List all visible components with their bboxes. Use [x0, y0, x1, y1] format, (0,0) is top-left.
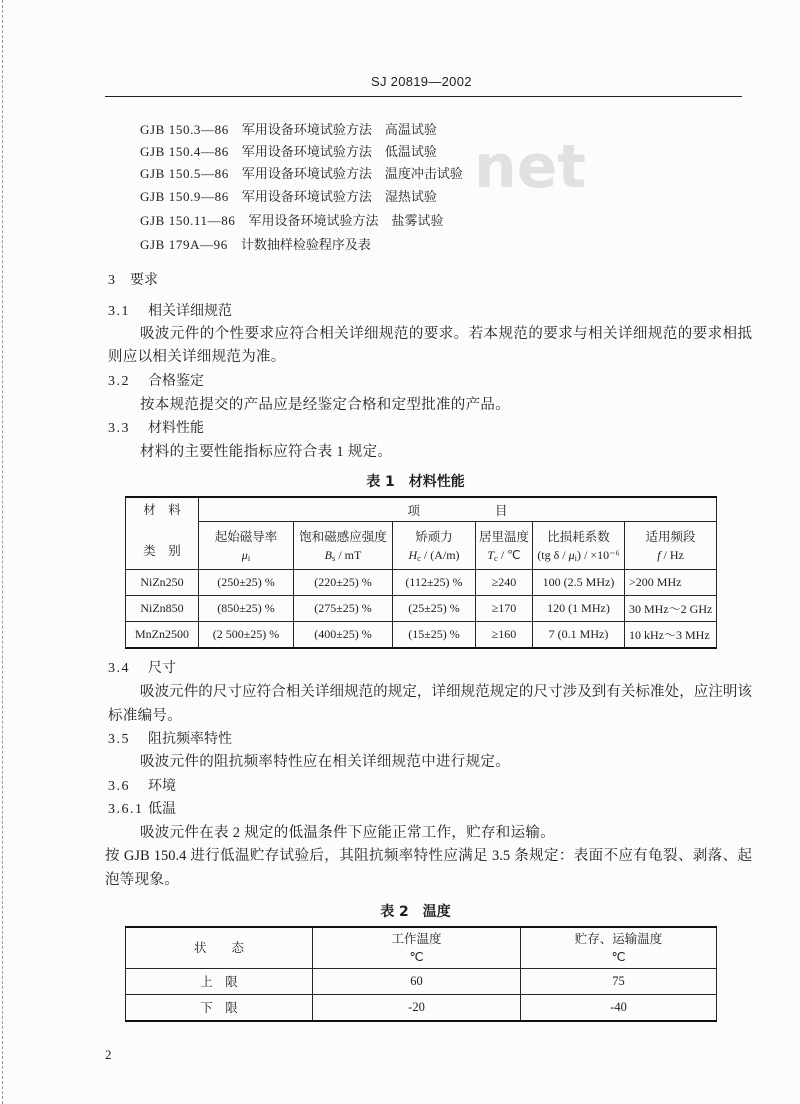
reference-code: GJB 179A—96	[140, 237, 228, 252]
paragraph-line: 泡等现象。	[105, 872, 179, 888]
paragraph-line: 吸波元件在表 2 规定的低温条件下应能正常工作，贮存和运输。	[140, 825, 555, 841]
section-title: 尺寸	[148, 660, 176, 676]
reference-code: GJB 150.11—86	[140, 213, 236, 228]
reference-subject: 湿热试验	[384, 189, 437, 204]
reference-item	[140, 188, 437, 206]
column-name: 贮存、运输温度	[574, 931, 663, 946]
table-cell: (112±25) %	[393, 570, 476, 596]
section-number: 3.6	[108, 779, 130, 794]
section-title: 阻抗频率特性	[148, 731, 232, 747]
reference-title: 军用设备环境试验方法	[241, 122, 372, 137]
paragraph-line: 按本规范提交的产品应是经鉴定合格和定型批准的产品。	[140, 397, 510, 413]
reference-subject: 温度冲击试验	[384, 166, 463, 181]
section-title: 环境	[148, 778, 176, 794]
table-row	[126, 570, 717, 596]
column-unit: $H_c / (A/m)$	[408, 547, 460, 563]
table-caption: 表 2 温度	[380, 904, 451, 920]
section-number: 3.2	[108, 374, 130, 389]
reference-item	[140, 121, 437, 139]
table-cell: (275±25) %	[294, 596, 393, 622]
column-name: 饱和磁感应强度	[299, 529, 387, 544]
reference-subject: 高温试验	[384, 122, 437, 137]
material-cell: NiZn850	[126, 596, 199, 622]
table-cell: ≥240	[476, 570, 533, 596]
column-header	[521, 927, 717, 968]
material-cell: NiZn250	[126, 570, 199, 596]
paragraph-line: 吸波元件的阻抗频率特性应在相关详细规范中进行规定。	[140, 754, 510, 770]
paragraph-line: 标准编号。	[108, 708, 182, 724]
column-unit: $B_s$ / mT	[324, 547, 362, 563]
reference-code: GJB 150.3—86	[140, 122, 229, 137]
corner-label-top: 材 料	[143, 503, 181, 517]
table-row	[126, 968, 717, 994]
reference-item	[140, 165, 463, 183]
column-name: 比损耗系数	[547, 529, 610, 544]
reference-title: 军用设备环境试验方法	[241, 189, 372, 204]
column-unit: $T_c$ / ℃	[487, 547, 521, 563]
column-name: 状 态	[193, 940, 244, 955]
table-cell: (15±25) %	[393, 622, 476, 648]
section-title: 相关详细规范	[148, 303, 232, 319]
table-cell: (25±25) %	[393, 596, 476, 622]
paragraph-line: 吸波元件的个性要求应符合相关详细规范的要求。若本规范的要求与相关详细规范的要求相抵	[140, 326, 752, 342]
scan-edge-mark	[2, 0, 3, 1104]
column-name: 起始磁导率	[214, 529, 278, 544]
paragraph-line: 则应以相关详细规范为准。	[108, 349, 286, 365]
section-number: 3.4	[108, 661, 130, 676]
section-heading	[108, 418, 204, 439]
section-heading	[108, 729, 232, 750]
table-row	[126, 622, 717, 648]
column-name: 矫顽力	[415, 529, 453, 544]
section-heading	[108, 799, 176, 820]
table-cell: 30 MHz～2 GHz	[625, 596, 717, 622]
table-cell: 100 (2.5 MHz)	[533, 570, 625, 596]
section-title: 材料性能	[148, 420, 204, 436]
table-header-row	[126, 497, 717, 522]
column-unit: (tg $\delta / \mu_i) / \times 10^{-6}$	[537, 547, 620, 563]
table-caption: 表 1 材料性能	[366, 474, 465, 490]
reference-item	[140, 143, 437, 161]
table-cell: >200 MHz	[625, 570, 717, 596]
state-cell: 下 限	[126, 994, 313, 1021]
reference-subject: 盐雾试验	[391, 213, 444, 228]
section-title: 合格鉴定	[148, 373, 204, 389]
section-title: 低温	[148, 801, 176, 817]
reference-code: GJB 150.4—86	[140, 144, 229, 159]
table-cell: ≥170	[476, 596, 533, 622]
material-category-header	[126, 497, 199, 570]
section-number: 3.5	[108, 732, 130, 747]
reference-subject: 低温试验	[384, 144, 437, 159]
section-heading	[108, 270, 158, 291]
section-number: 3.6.1	[108, 802, 144, 817]
column-header	[476, 522, 533, 570]
paragraph-line: 按 GJB 150.4 进行低温贮存试验后，其阻抗频率特性应满足 3.5 条规定：表面不应有龟裂、剥落、起	[105, 848, 752, 864]
table-cell: -40	[521, 994, 717, 1021]
table-header-row	[126, 927, 717, 968]
table-cell: 60	[313, 968, 521, 994]
document-code-header: SJ 20819—2002	[371, 74, 472, 89]
section-number: 3.3	[108, 421, 130, 436]
column-header	[199, 522, 294, 570]
reference-title: 军用设备环境试验方法	[248, 213, 379, 228]
column-header	[126, 927, 313, 968]
column-name: 居里温度	[478, 529, 529, 544]
column-header	[294, 522, 393, 570]
table-cell: 120 (1 MHz)	[533, 596, 625, 622]
state-cell: 上 限	[126, 968, 313, 994]
table-header-row	[126, 522, 717, 570]
table-row	[126, 994, 717, 1021]
table-cell: (220±25) %	[294, 570, 393, 596]
section-heading	[108, 301, 232, 322]
column-unit: f / Hz	[657, 547, 684, 562]
table-cell: ≥160	[476, 622, 533, 648]
section-number: 3	[108, 273, 117, 288]
section-heading	[108, 776, 176, 797]
table-cell: 7 (0.1 MHz)	[533, 622, 625, 648]
reference-code: GJB 150.9—86	[140, 189, 229, 204]
table-cell: -20	[313, 994, 521, 1021]
corner-label-bottom: 类 别	[143, 544, 181, 558]
column-header	[533, 522, 625, 570]
header-rule	[105, 96, 742, 97]
section-heading	[108, 371, 204, 392]
column-header	[393, 522, 476, 570]
table-cell: (250±25) %	[199, 570, 294, 596]
paragraph-line: 吸波元件的尺寸应符合相关详细规范的规定，详细规范规定的尺寸涉及到有关标准处，应注明该	[140, 684, 752, 700]
reference-title: 军用设备环境试验方法	[241, 166, 372, 181]
section-title: 要求	[130, 272, 158, 288]
section-heading	[108, 658, 176, 679]
temperature-table	[125, 926, 717, 1022]
table-cell: (400±25) %	[294, 622, 393, 648]
reference-item	[140, 212, 443, 230]
reference-code: GJB 150.5—86	[140, 166, 229, 181]
reference-item	[140, 236, 371, 254]
material-properties-table	[125, 496, 717, 649]
column-unit: ℃	[409, 949, 424, 964]
items-group-header: 项 目	[199, 497, 717, 522]
column-header	[625, 522, 717, 570]
table-cell: (850±25) %	[199, 596, 294, 622]
reference-title: 计数抽样检验程序及表	[240, 237, 371, 252]
table-cell: 10 kHz～3 MHz	[625, 622, 717, 648]
column-header	[313, 927, 521, 968]
material-cell: MnZn2500	[126, 622, 199, 648]
column-name: 适用频段	[645, 529, 696, 544]
table-row	[126, 596, 717, 622]
table-cell: (2 500±25) %	[199, 622, 294, 648]
page-number: 2	[105, 1047, 112, 1062]
column-unit: $\mu_i$	[241, 547, 251, 563]
paragraph-line: 材料的主要性能指标应符合表 1 规定。	[140, 444, 393, 460]
watermark: net	[474, 132, 587, 202]
column-unit: ℃	[611, 949, 626, 964]
column-name: 工作温度	[391, 931, 442, 946]
section-number: 3.1	[108, 304, 130, 319]
reference-title: 军用设备环境试验方法	[241, 144, 372, 159]
table-cell: 75	[521, 968, 717, 994]
